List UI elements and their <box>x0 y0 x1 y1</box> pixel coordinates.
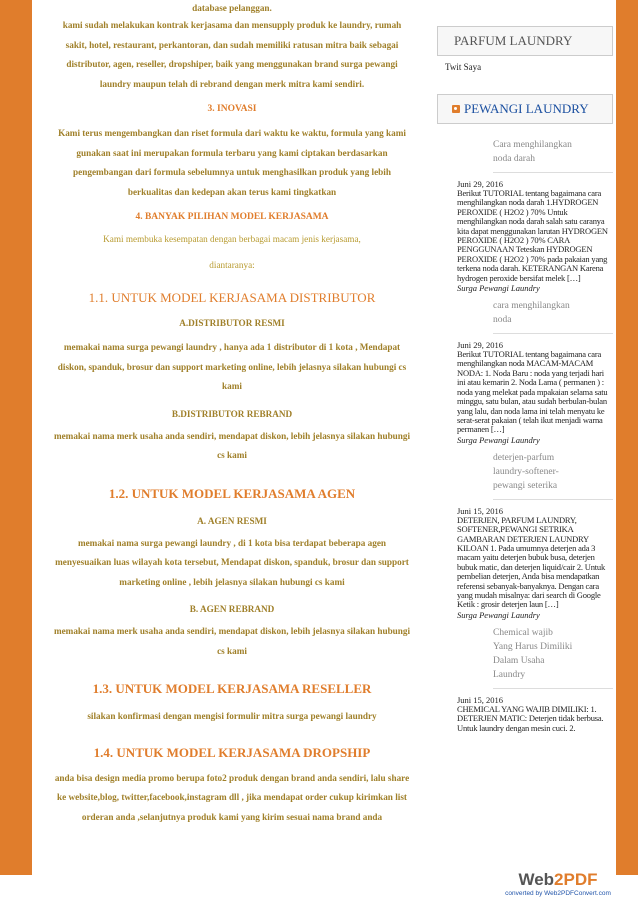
divider <box>493 688 613 689</box>
pewangi-laundry-label: PEWANGI LAUNDRY <box>464 101 589 116</box>
feed-item-author: Surga Pewangi Laundry <box>457 609 540 620</box>
feed-item-body: CHEMICAL YANG WAJIB DIMILIKI: 1. DETERJEN MATIC: Deterjen tidak berbusa. Untuk laundry dengan mesin cuci. 2. <box>457 703 604 733</box>
feed-item-body: Berikut TUTORIAL tentang bagaimana cara menghilangkan noda darah 1.HYDROGEN PEROXIDE ( H2O2 ) 70% Untuk menghilangkan noda darah salah satu caranya kita dapat menggunakan larutan HYDROGEN PEROXIDE ( H2O2 ) 70% CARA PENGGUNAAN Teteskan HYDROGEN PEROXIDE ( H2O2 ) 70% pada pakaian yang terkena noda darah. KETERANGAN Karena hydrogen peroxide bersifat melek […] <box>457 188 608 283</box>
agen-resmi-text: memakai nama surga pewangi laundry , di 1 kota bisa terdapat beberapa agen menyesuaikan luas wilayah kota tersebut, Mendapat diskon, spanduk, brosur dan support marketing online , lebih jelasnya silakan hubungi cs kami <box>55 537 409 587</box>
distributor-heading: 1.1. UNTUK MODEL KERJASAMA DISTRIBUTOR <box>88 290 376 305</box>
feed-item-date: Juni 29, 2016 <box>457 179 504 189</box>
divider <box>493 172 613 173</box>
intro-paragraph: kami sudah melakukan kontrak kerjasama dan mensupply produk ke laundry, rumah sakit, hotel, restaurant, perkantoran, dan sudah memiliki ratusan mitra baik sebagai distributor, agen, reseller, dropshiper, baik yang menggunakan brand surga pewangi laundry maupun telah di rebrand dengan merk mitra kami sendiri. <box>62 20 402 89</box>
agen-rebrand-text: memakai nama merk usaha anda sendiri, mendapat diskon, lebih jelasnya silakan hubungi cs kami <box>53 626 411 656</box>
converted-by-link[interactable]: converted by Web2PDFConvert.com <box>505 890 611 897</box>
reseller-text: silakan konfirmasi dengan mengisi formulir mitra surga pewangi laundry <box>87 711 377 721</box>
distributor-resmi-text: memakai nama surga pewangi laundry , hanya ada 1 distributor di 1 kota , Mendapat diskon, spanduk, brosur dan support marketing online, lebih jelasnya silakan hubungi cs kami <box>57 342 407 391</box>
web2pdf-logo <box>503 870 613 890</box>
distributor-rebrand-title: B.DISTRIBUTOR REBRAND <box>171 408 293 419</box>
inovasi-title: 3. INOVASI <box>207 104 257 114</box>
agen-heading: 1.2. UNTUK MODEL KERJASAMA AGEN <box>108 485 356 501</box>
pewangi-laundry-title[interactable] <box>437 94 613 124</box>
feed-item <box>437 626 613 733</box>
feed-item <box>437 451 613 620</box>
logo-web: Web <box>518 870 555 889</box>
twit-saya-label: Twit Saya <box>445 62 482 72</box>
feed-item-link[interactable]: Chemical wajib Yang Harus Dimiliki Dalam Usaha Laundry <box>493 627 573 680</box>
pilihan-title: 4. BANYAK PILIHAN MODEL KERJASAMA <box>135 212 329 222</box>
parfum-laundry-title: PARFUM LAUNDRY <box>437 26 613 56</box>
agen-resmi-title: A. AGEN RESMI <box>197 515 267 526</box>
inovasi-text: Kami terus mengembangkan dan riset formula dari waktu ke waktu, formula yang kami gunakan saat ini merupakan formula terbaru yang kami ciptakan berdasarkan pengembangan dari formula sebelumnya untuk menghasilkan produk yang lebih berkualitas dan kedepan akan terus kami tingkatkan <box>58 128 406 197</box>
web2pdf-badge[interactable] <box>503 870 613 900</box>
feed-item-link[interactable]: cara menghilangkan noda <box>493 301 570 326</box>
left-border <box>0 0 32 875</box>
feed-item-date: Juni 29, 2016 <box>457 340 504 351</box>
sidebar <box>437 26 613 733</box>
feed-item-link[interactable]: deterjen-parfum laundry-softener-pewangi seterika <box>493 452 559 491</box>
divider <box>493 499 613 500</box>
right-border <box>616 0 638 875</box>
feed-item-author: Surga Pewangi Laundry <box>457 434 540 445</box>
diantaranya-text: diantaranya: <box>209 260 255 270</box>
feed-item-date: Juni 15, 2016 <box>457 694 504 705</box>
feed-item-link[interactable]: Cara menghilangkan noda darah <box>493 140 572 164</box>
feed-item <box>437 299 613 445</box>
main-content <box>53 0 411 860</box>
intro-line-1: database pelanggan. <box>192 3 272 13</box>
dropship-heading: 1.4. UNTUK MODEL KERJASAMA DROPSHIP <box>93 744 371 760</box>
rss-icon <box>452 105 460 113</box>
pilihan-text: Kami membuka kesempatan dengan berbagai macam jenis kerjasama, <box>103 234 361 244</box>
divider <box>493 333 613 334</box>
feed-item-date: Juni 15, 2016 <box>457 505 504 516</box>
feed-item-author: Surga Pewangi Laundry <box>457 283 540 294</box>
feed-item-body: Berikut TUTORIAL tentang bagaimana cara menghilangkan noda MACAM-MACAM NODA: 1. Noda Baru : noda yang terjadi hari ini atau kemarin 2. Noda Lama ( permanen ) : noda yang melekat pada mpakaian selama satu minggu, satu bulan, atau sudah berbulan-bulan yang lalu, dan noda lama ini telah menyatu ke serat-serat pakaian ( telah ikut menjadi warna permanen […] <box>457 349 608 435</box>
agen-rebrand-title: B. AGEN REBRAND <box>189 604 275 614</box>
reseller-heading: 1.3. UNTUK MODEL KERJASAMA RESELLER <box>92 681 372 696</box>
distributor-resmi-title: A.DISTRIBUTOR RESMI <box>179 318 285 328</box>
logo-2pdf: 2PDF <box>554 870 598 889</box>
distributor-rebrand-text: memakai nama merk usaha anda sendiri, mendapat diskon, lebih jelasnya silakan hubungi cs kami <box>53 430 411 460</box>
feed-item <box>437 138 613 293</box>
feed-item-body: DETERJEN, PARFUM LAUNDRY, SOFTENER,PEWANGI SETRIKA GAMBARAN DETERJEN LAUNDRY KILOAN 1. Pada umumnya deterjen ada 3 macam yaitu deterjen bubuk busa, deterjen bubuk matic, dan deterjen liquid/cair 2. Untuk pembelian deterjen, Anda bisa mendapatkan referensi sebanyak-banyaknya. Dengan cara yang mudah misalnya: dari search di Google Ketik : grosir deterjen laun […] <box>457 514 606 610</box>
dropship-text: anda bisa design media promo berupa foto2 produk dengan brand anda sendiri, lalu share ke website,blog, twitter,facebook,instagram dll , jika mendapat order cukup kirimkan list orderan anda ,selanjutnya produk kami yang kirim sesuai nama brand anda <box>54 772 410 822</box>
